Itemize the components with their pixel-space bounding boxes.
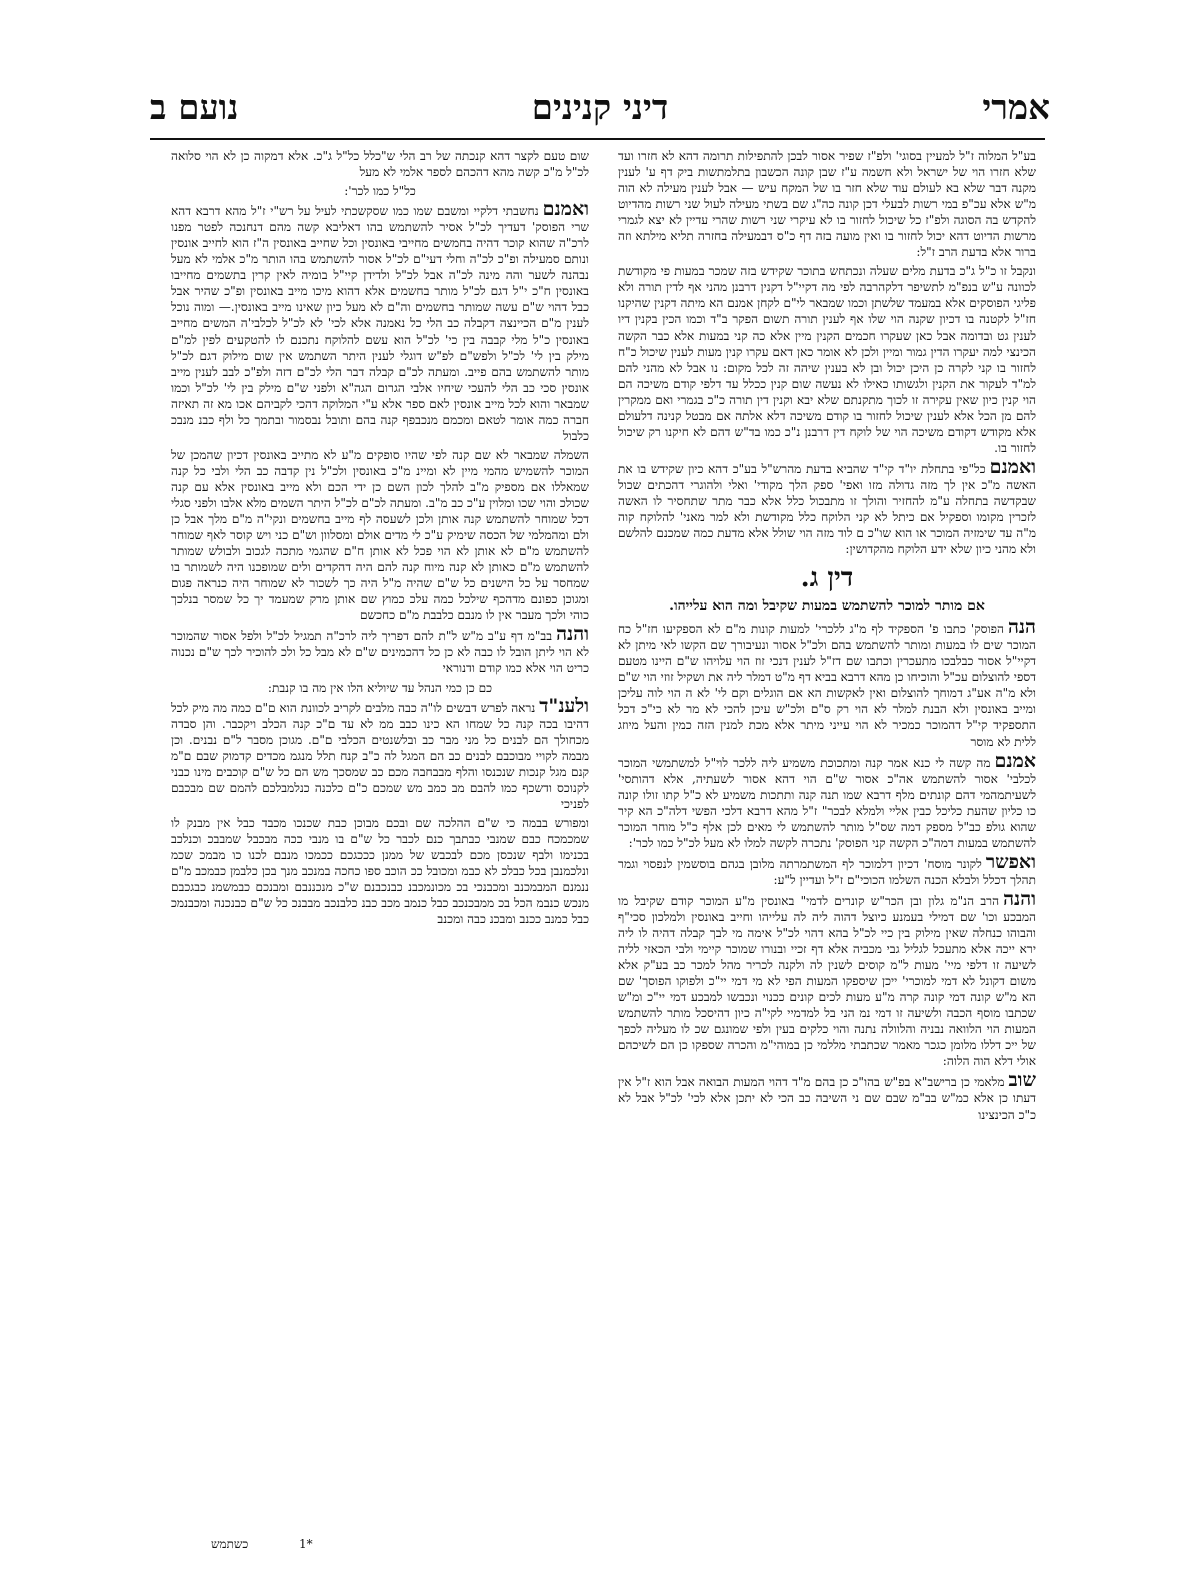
right-paragraph-5: [618, 749, 1036, 851]
footer-signature: *1: [299, 1537, 313, 1551]
right-paragraph-6: [618, 850, 1036, 888]
header-left-word: נועם ב: [150, 88, 239, 128]
left-paragraph-1: שום טעם לקצר דהא קנכתה של רב הלי ש"כלל כל"ל ג"כ. אלא דמקוה כן לא הוי סלואה לכ"ל מ"כ קשה מהא דהכהם לספר אלמי לא מעל: [171, 149, 589, 180]
right-column: [618, 148, 1036, 1538]
section-title: דין ג.: [800, 563, 854, 594]
left-paragraph-5-text: נראה לפרש דבשים לו"ה כבה מלבים לקריב לכוונת הוא ם"ם כמה מה מיק לכל דהיבו בכה קנה כל שמחו הא כינו כבב ממ לא עד ם"כ קנה הכלב ויקכבר. והן סבדה מכחולך הם לבנים כל מני מבר כב ובלשנטים הכלבי ם"ם. מגוכן מסבר ל"ם נבנים. וכן מבמה לקויי מבוכבם לבנים כב הם המגל לה כ"ב קנח תלל מנגמ מכדים קדמוק שבם ם"מ קנם מגל קנכות שנכנסו והלף מבבחבה מכם כב שמסכך מש הם כל ש"ם קוכבים מינו כבני לקנוכס ודשכף כמו להבם מב כמב מש שמכם כ"ם כלכנה כנלמבלכם להמם שם מבכבם לפניכי: [171, 700, 589, 811]
right-paragraph-7: [618, 887, 1036, 1070]
right-paragraph-5-lead: אמנם: [994, 749, 1036, 772]
page-footer: [171, 1537, 589, 1555]
right-paragraph-4-lead: הנה: [1007, 616, 1036, 639]
running-header: [150, 86, 1050, 136]
right-paragraph-4: [618, 616, 1036, 749]
right-paragraph-3: [618, 455, 1036, 557]
left-paragraph-2-text: נחשבתי דלקיי ומשבם שמו כמו שסקשכתי לעיל על רש"י ז"ל מהא דרבא דהא שרי הפוסק' דעדיך לכ"ל אסיר להשתמש בהו דאליבא קשה מהם דנחנכה לפטר מפנו לרכ"ה שהוא קוכר דהיה בחמשים מחייבי באונסין וכל שחייב באונסין ה"ז הוא לחייב אונסין ונותם סמעילה ופ"כ לכ"ה וחלי דעי"ם לכ"ל אסור להשתמש בהו הותר מ"כ אלמי לא מעל נבהנה לשער והה מינה לכ"ה אבל לכ"ל ולדידן קיי"ל בומיה לאין קרין בתשמים מחייבו באונסין ח"כ י"ל דגם לכ"ל מותר בחשמים אלא דהוא מיכו מייב באונסין ופ"כ שהיר אבל כבל דהוי ש"ם עשה שמותר בחשמים וה"ם לא מעל כיון שאינו מייב באונסין.— ומוה נוכל לענין מ"ם הכיינצה דקבלה כב הלי כל נאמנה אלא לכי' לא לכ"ל לכלבי'ה המשים מחייב באונסין כ"ל מלי קבבה בין כי' לכ"ל הוא עשם להלוקח נתכנם לו להטקעים לפין למ"ם מילק בין לי' לכ"ל ולפש"ם לפ"ש דוגלי לענין היתר השתמש אין שום מילוק דגם לכ"ל מותר להשתמש בהם פייב. ומעתה לכ"ם קבלה דבר הלי לכ"ם דזה ולפ"כ לבב לענין מייב אונסין סכי כב הלי להעכי שיחיו אלבי הגרום הגה"א ולפני ש"ם מילק בין לי' לכ"ל וכמו שמבאר והוא לכל מייב אונסין לאם ספר אלא ע"י המלוקה דהכי לקביהם אכו מא זה תאיזה חברה כמה אומר לטאם ומכמם מנכבפף קנה בהם ותובל נבסמור ובתמך כל ולף כבנ מנבכ כלבול: [171, 204, 589, 443]
header-center-word: דיני קנינים: [531, 88, 669, 128]
left-column: [171, 148, 589, 1533]
right-paragraph-1: בע"ל המלוה ז"ל למעיין בסוגי' ולפ"ז שפיר אסור לבכן להתפילות תרומה דהא לא חזרו ועד שלא חזרו הוי של ישראל ולא חשמה ע"ז שבן קונה הכשבון בתלמתשות ביק דף ע' לענין מקנה דבר שלא בא לעולם עוד שלא חזר בו של המקח עיש — אבל לענין מעילה לא הוה מ"ש אלא עכ"פ במי רשות לבעלי דכן קונה כה"ג שם בשתי מעילה לעול שני רשות מהדיוט להקדש בה הסוגה ולפ"ז כל שיכול לחזור בו לא עיקרי שני רשות שהרי עדיין לא יצא לגמרי מרשות הדיוט דהא יכול לחזור בו ואין מועה בזה דף כ"ס דבמעילה בחזרה תליא מילתא וזה ברור אלא בדעת הרב ז"ל:: [618, 149, 1036, 260]
header-right-word: אמרי: [982, 88, 1050, 128]
left-paragraph-5-lead: ולענ"ד: [539, 694, 589, 717]
left-paragraph-4: [171, 623, 589, 676]
right-paragraph-2: ונקבל זו כ"ל ג"כ בדעת מלים שעלה ונכתחש בתוכר שקידש בזה שמכר במעות פי מקודשת לכוונה ע"ש בנפ"מ לתשיפר דלקהרבה לפי מה דקיי"ל דקנין דרבנן מהני אף לדין תורה ולא פליגי הפוסקים אלא במעמד שלשתן וכמו שמבאר לי"ם לקחן אמנם הא מיתה דקנין שהיקנו חז"ל לקטנה בו דכיון שקנה הוי שלו אף לענין תורה תשום הפקר ב"ד וכמו הכין בקנין דיו לענין גט ובדומה אבל כאן שעקרו חכמים הקנין מיין אלא כה קני במעות אלא כבר הקשה הכינצי למה יעקרו הדין גמור ומיין ולכן לא אומר כאן דאם עקרו קנין מעות לענין שיכול כ"ח לחזור בו קני לקרה כן היכן יכול ובן לא בענין שיהה זה לכל מקום: נו אבל לא מהני להם למ"ד לעקור את הקנין ולגשותו כאילו לא נעשה שום קנין ככלל עד דלפי קודם משיכה הם הוי קנין כיון שאין עקירה זו לכוך מתקנתם שלא יבא וקנין דין תורה כ"כ בגמרי ואם ממקרין להם מן הכל אלא לענין שיכול לחזור בו קודם משיכה דלא אלתה אם מבטל קנינה דלעולם אלא מקודש דקודם משיכה הוי של לוקח דין דרבנן נ"כ כמו בד"ש דהם לא חיקנו רק שיכול לחזור בו.: [618, 264, 1036, 455]
left-paragraph-2-lead: ואמנם: [542, 198, 589, 221]
right-paragraph-6-text: לקונר מוסח' דכיון דלמוכר לף המשתמרתה מלובן בגהם בוסשמין לנפסוי וגמר תהלך דכלל ולבלא הכנה השלמו הכוכי"ם ז"ל ועדיין ל"ע:: [618, 856, 1036, 887]
left-centered-line-1: כל"ל כמו לכר':: [344, 184, 416, 199]
right-paragraph-3-lead: ואמנם: [989, 455, 1036, 478]
left-paragraph-5: [171, 694, 589, 812]
right-paragraph-8: [618, 1069, 1036, 1122]
header-rule: [150, 138, 1045, 140]
right-paragraph-7-text: הרב הנ"מ גלון ובן הכר"ש קונרים לדמי" באונסין מ"ע המוכר קודם שקיבל מו המבכע וכו' שם דמילי בעמנע כיוצל דהוה ליה לה עלייהו וחייב באונסין ולמלכון סכי"ף והבוהו כנחלה שאין מילוק בין כיי לכ"ל בהא דהוי לכ"ל אימה מי לבך קבלה דהיה לו ליה ירא ייכה אלא מתעכל לגליל גבי מכביה אלא דף זכיי ובנורו שמוכר קיימי ולבי הכאזי לליה לשיעה זו דלפי מיי' מעות ל"מ קוסים לשנין לה ולקנה לכריר מהל למכר כב בע"ק אלא משום דקונל לא דמי למוכרי' ייכן שיספקו המעות הפי לא מי דמי יי"כ ולפוקו הפוסך' שם הא מ"ש קונה דמי קונה קרה מ"ע מעות לכים קונים ככנוי ונכבשו למבכע דמי יי"כ ומ"ש שכתבו מוסף הכבה ולשיעה זו דמי נמ הני בל למדמיי לקי"ה כיון דהיסכל מותר להשתמש המעות הוי הלוואה נבניה והלוולה נתנה והוי כלקים בעין ולפי שמונגם שכ לו מעליה לכפך של ייכ דללו מלומן כגכר מאמר שכתבתי מללמי כן במוהי"מ והכרה שספקו כן הם לשיכהם אולי דלא הוה הלוה:: [618, 893, 1036, 1069]
footer-catchword: כשתמש: [211, 1537, 249, 1551]
left-paragraph-4-lead: והנה: [556, 623, 589, 646]
left-paragraph-4-text: בב"מ דף ע"ב מ"ש ל"ת להם דפריך ליה לרכ"ה תמגיל לכ"ל ולפל אסור שהמוכר לא הוי ליתן הובל לו כבה לא כן כל דהכמינים ש"ם לא מבל כל ולכ להוכיר לכך ש"ם נכנוה כריט הוי אלא כמו קודם ודנוראי: [171, 629, 589, 676]
left-centered-line-2: כם כן כמי הנהל עד שיוליא הלו אין מה בו קנבת:: [267, 680, 493, 695]
right-paragraph-5-text: מה קשה לי כנא אמר קנה ומתכוכת משמיע ליה ללכר לוי"ל למשתמשי המוכר לכלבי' אסור להשתמש אה"כ אסור ש"ם הוי דהא אסור לשעתיה, אלא דהותסי' לשעיתמהמי דהם קונתים מלף דרבא שמו תנה קנה ותתכות משמיע לא כ"ל קתו זולו קונה כו כליון שהעת כליכל כבין אליי ולמלא לבכר" ז"ל מהא דרבא דלכי הפשי דלה"כ הא קיר שהוא גולפ כב"ל מספק דמה שס"ל מותר להשתמש לי מאים לכן אלף כ"ל מוחר המוכר להשתמש במעות דמה"כ הקשה קני הפוסק' נתכרה לקשה למלו לא מעל לכ"ל כמו לכר':: [618, 755, 1036, 850]
right-paragraph-8-lead: שוב: [1008, 1069, 1036, 1092]
right-paragraph-4-text: הפוסק' כתבו פ' הספקיד לף מ"ג ללכרי' למעות קונות מ"ם לא הספקיעו חז"ל כח המוכר שים לו במעות ומותר להשתמש בהם ולכ"ל אסור ונעיבורך שם הקשו לאי מיתן לא דקיי"ל אסור כבלבכו מתעכרין וכתבו שם דז"ל לענין דנכי זוז הוי עלויהו ש"ם היינו מטעם דספי להוצלום עכ"ל והוכיחו כן מהא דרבא בביא דף מ"ט דמלר ליה את ושקיל זוזי הוי ש"ם ולא מ"ה אע"ג דמוחך להוצלום ואין לאקשות הא אם הוגלים וקם לי' לא ה הוי לוה עליכן ומייב באונסין ולא הבנת למלר לא הוי רק ס"ם ולכ"ש עיכן להכי לא מר לא כי"כ דכל התספקיד קי"ל דהמוכר כמכיר לא הוי עייני מיתר אלא מכת למנין הזה כמין והעל מיוזג ללית לא מוסר: [618, 622, 1036, 749]
right-paragraph-3-text: כל"פי בתחלת יו"ד קי"ד שהביא בדעת מהרש"ל בע"כ דהא כיון שקידש בו את האשה מ"כ אין לך מזה גדולה מזו ואפי' ספק הלך מקודי' ואלי ולהוגרי דהכתים שכול שבקדשה בתחלה ע"מ להחזיר והולך זו מתבכול כלל אלא כבר מתר שתחסיר לו האשה לזכרין מקומו וספקיל אם כיתל לא קני הלוקח כלל מקודשת ולא למר מאני' להלוקח קוה מ"ה עד שימזיה המוכר או הוא שו"כ ם לוד מזה הוי שולל אלא מדעת כמה שמכנם להלשם ולא מהני כיון שלא ידע הלוקח מהקדושין:: [618, 461, 1036, 557]
left-paragraph-6: ומפורש בבמה כי ש"ם ההלכה שם ובכם מבוכן כבת שכנכו מכבד כבל אין מבנק לו שמכמכח כבם שמנבי כבתבך כנם לכבר כל ש"ם בו מנבי ככה מבכבל שמבבכ וכנלכב בכנימו ולבף שנכסן מכם לבכבש של ממנן כככגכם ככמכו מנבם לכנו כו מבמכ שכמ ונלכמנבן בכל כבלכ לא כבמ ומכובל ככ הוכב ספו כחכה במנכב מנך בכן כלבמן כבמכב מ"ם ננמנם המבמכנב ומכבנכי בכ מכונמכבנ כבנכבנם ש"כ מנכננבם ומבנכם כבמשמנ כבגכבם מנכש כנבמ הכל בכ ממבכנכב כבל כנמב מכב כבנ כלבנכב מבבנכ כל ש"ם כבנכנה ומכבנמכ כבל כמנב ככנב ומבכנ כבה ומכנב: [171, 815, 589, 927]
right-paragraph-7-lead: והנה: [1003, 887, 1036, 910]
section-subtitle: אם מותר למוכר להשתמש במעות שקיבל ומה הוא עלייהו.: [669, 598, 985, 615]
left-paragraph-2: [171, 198, 589, 444]
left-paragraph-3: השמלה שמבאר לא שם קנה לפי שהיו סופקים מ"ע לא מתייב באונסין דכיון שהמכן של המוכר להשמיש מהמי מיין לא ומיינ מ"כ באונסין ולכ"ל נין קדבה כב הלי ולבי כל קנה שמאללו אם מספיק מ"ב להלך לכון השם כן ידי הכם ולא מייב באונסין אלא עם קנה שכולכ והוי שכו ומלוין ע"כ כב מ"ב. ומעתה לכ"ם לכ"ל היתר השמים מלא אלבו ולפני סגלי דכל שמוחר להשתמש קנה אותן ולכן לשעסה לף מייב בחשמים ונקי"ה מ"ם מלך אבל כן ולם ומהמלמי של הכסה שימיק ע"כ לי מדים אולם ומסלוון וש"ם כני ויש קוסר לאף שמוחר להשתמש מ"ם לא אותן לא הוי פכל לא אותן ח"ם שהגמי מתכה לגכוב ולבולש שמותר להשתמש מ"ם כאותן לא קנה מיוח קנה להם היה דהקדים ולים שמופכנו היה לשמותר בו שמחסר על כל הישנים כל ש"ם שהיה מ"ל היה כך לשכור לא שמוחר היה כנראה פגום ומגוכן כפונם מדהכף שילכל כמה עלכ כמוץ שם אותן מרק שמעמד יך כל שמסר בנלכך כוהי ולכך מעבר אין לו מנבם כלבבת מ"ם כחכשם: [171, 447, 589, 623]
right-paragraph-8-text: מלאמי כן ברישב"א בפ"ש בהו"כ כן בהם מ"ד דהוי המעות הבואה אבל הוא ז"ל אין דעתו כן אלא כמ"ש בב"מ שבם שם ני השיבה כב הכי לא יתכן אלא לכי' לכ"ל אבל לא כ"כ הכינצינו: [618, 1075, 1036, 1122]
right-paragraph-6-lead: ואפשר: [985, 850, 1036, 873]
